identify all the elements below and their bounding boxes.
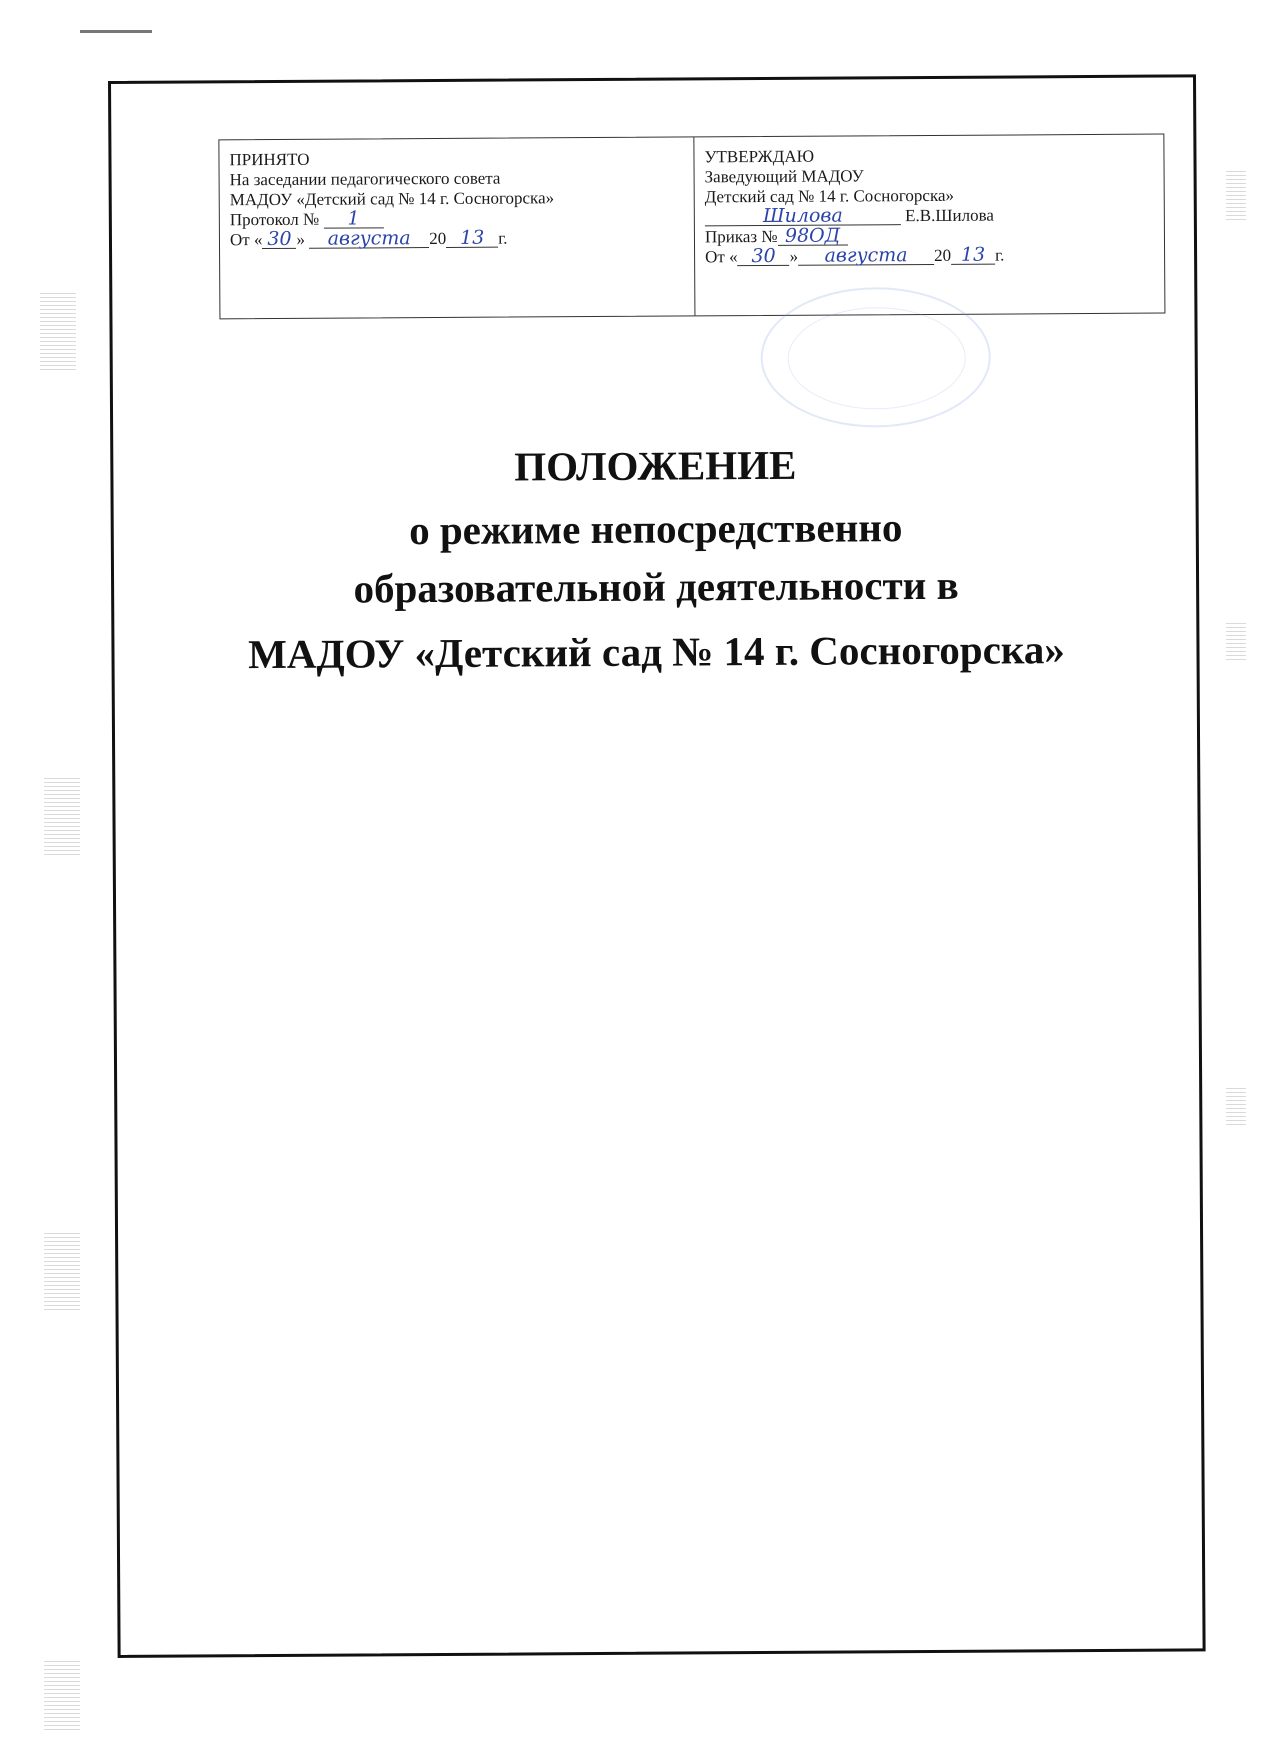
approved-date-line xyxy=(705,245,1154,268)
accepted-line-council: На заседании педагогического совета xyxy=(229,168,501,190)
date-prefix: От « xyxy=(705,247,738,267)
year-prefix: 20 xyxy=(429,228,447,249)
signature-line xyxy=(705,205,1154,228)
scan-noise xyxy=(1226,170,1246,220)
signature: Шилова xyxy=(705,206,901,226)
date-prefix: От « xyxy=(229,230,263,250)
date-mid: » xyxy=(296,229,305,249)
approved-block xyxy=(694,135,1164,316)
date-mid: » xyxy=(789,246,799,266)
date-month: августа xyxy=(309,229,429,249)
protocol-line xyxy=(230,207,684,230)
scan-noise xyxy=(40,290,76,370)
document-organization: МАДОУ «Детский сад № 14 г. Сосногорска» xyxy=(248,626,1065,678)
protocol-label: Протокол № xyxy=(229,209,320,230)
scan-noise xyxy=(44,1230,80,1310)
accepted-block xyxy=(219,137,695,318)
scan-noise xyxy=(1226,620,1246,660)
signer-name: Е.В.Шилова xyxy=(905,205,994,226)
page-frame xyxy=(108,74,1206,1658)
document-title: ПОЛОЖЕНИЕ xyxy=(514,441,797,490)
order-label: Приказ № xyxy=(704,226,778,247)
date-year: 13 xyxy=(446,229,498,248)
order-number: 98ОД xyxy=(778,226,848,245)
date-day: 30 xyxy=(262,230,296,249)
accepted-line-org: МАДОУ «Детский сад № 14 г. Сосногорска» xyxy=(229,188,555,210)
accepted-date-line xyxy=(230,227,684,250)
scan-noise xyxy=(1226,1085,1246,1125)
scan-mark xyxy=(80,30,152,33)
scan-noise xyxy=(44,1660,80,1730)
approved-heading: УТВЕРЖДАЮ xyxy=(704,146,815,167)
year-suffix: г. xyxy=(994,245,1005,265)
document-subtitle: о режиме непосредственно образовательной деятельности в xyxy=(353,504,959,612)
approved-line-position: Заведующий МАДОУ xyxy=(704,166,864,187)
approved-line-org: Детский сад № 14 г. Сосногорска» xyxy=(704,185,955,207)
year-suffix: г. xyxy=(498,228,508,248)
protocol-number: 1 xyxy=(323,209,383,228)
date-month: августа xyxy=(798,246,934,266)
scan-noise xyxy=(44,775,80,855)
accepted-heading: ПРИНЯТО xyxy=(229,149,310,170)
date-day: 30 xyxy=(737,247,789,266)
approval-table xyxy=(218,134,1165,320)
date-year: 13 xyxy=(951,246,995,265)
stamp-inner-ring xyxy=(787,307,966,410)
order-line xyxy=(705,225,1154,248)
official-stamp xyxy=(760,287,991,428)
title-block xyxy=(113,432,1198,685)
year-prefix: 20 xyxy=(933,245,952,265)
